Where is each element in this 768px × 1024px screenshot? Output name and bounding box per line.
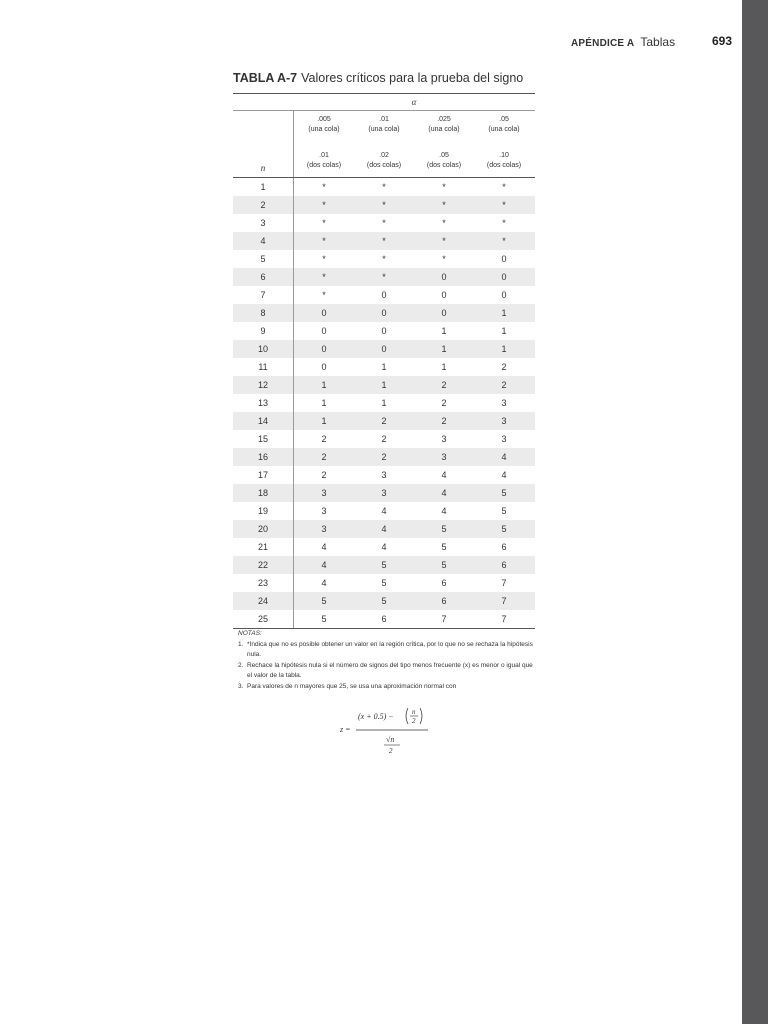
one-tail-label: (una cola) xyxy=(368,126,400,133)
value-cell: 2 xyxy=(321,470,327,480)
value-cell: 5 xyxy=(381,578,387,588)
n-cell: 17 xyxy=(233,466,294,484)
table-row xyxy=(233,178,535,196)
n-cell: 14 xyxy=(233,412,294,430)
two-tail-label: (dos colas) xyxy=(486,162,522,169)
value-cell: 3 xyxy=(381,470,387,480)
value-cell: * xyxy=(442,200,446,210)
value-cell: 0 xyxy=(321,362,327,372)
normal-approximation-formula xyxy=(340,703,440,759)
formula-numerator: (x + 0.5) − xyxy=(358,712,394,721)
table-row xyxy=(233,250,535,268)
table-row xyxy=(233,340,535,358)
table-row xyxy=(233,520,535,538)
table-row xyxy=(233,448,535,466)
value-cell: 7 xyxy=(501,596,507,606)
value-cell: 0 xyxy=(321,344,327,354)
notes xyxy=(238,629,538,692)
value-cell: 3 xyxy=(441,452,447,462)
section-label: Tablas xyxy=(640,35,676,49)
value-cell: 4 xyxy=(381,506,387,516)
table-row xyxy=(233,322,535,340)
value-cell: 5 xyxy=(441,524,447,534)
value-cell: * xyxy=(502,236,506,246)
page-number: 693 xyxy=(712,34,733,48)
n-cell: 3 xyxy=(233,214,294,232)
value-cell: 4 xyxy=(321,542,327,552)
value-cell: 6 xyxy=(501,542,507,552)
value-cell: 1 xyxy=(381,398,387,408)
value-cell: 0 xyxy=(501,272,507,282)
value-cell: 3 xyxy=(501,434,507,444)
table-row xyxy=(233,466,535,484)
two-tail-label: (dos colas) xyxy=(306,162,342,169)
value-cell: 0 xyxy=(381,326,387,336)
n-cell: 2 xyxy=(233,196,294,214)
value-cell: 5 xyxy=(501,524,507,534)
value-cell: * xyxy=(322,254,326,264)
value-cell: * xyxy=(322,218,326,228)
one-tail-label: (una cola) xyxy=(308,126,340,133)
value-cell: 2 xyxy=(321,452,327,462)
table-row xyxy=(233,214,535,232)
running-header xyxy=(571,35,675,49)
one-tail-label: (una cola) xyxy=(488,126,520,133)
value-cell: 2 xyxy=(441,398,447,408)
value-cell: 5 xyxy=(441,560,447,570)
formula-graphic xyxy=(340,703,440,759)
value-cell: * xyxy=(322,272,326,282)
n-cell: 12 xyxy=(233,376,294,394)
value-cell: 4 xyxy=(501,452,507,462)
value-cell: 6 xyxy=(501,560,507,570)
value-cell: * xyxy=(442,254,446,264)
n-cell: 24 xyxy=(233,592,294,610)
value-cell: * xyxy=(322,236,326,246)
table-row xyxy=(233,502,535,520)
table-row xyxy=(233,412,535,430)
n-cell: 4 xyxy=(233,232,294,250)
table-row xyxy=(233,556,535,574)
appendix-label: APÉNDICE A xyxy=(571,38,635,49)
value-cell: 1 xyxy=(501,326,507,336)
table-row xyxy=(233,610,535,628)
value-cell: 1 xyxy=(441,326,447,336)
value-cell: 0 xyxy=(501,254,507,264)
n-cell: 5 xyxy=(233,250,294,268)
n-cell: 13 xyxy=(233,394,294,412)
table-row xyxy=(233,538,535,556)
value-cell: 4 xyxy=(321,560,327,570)
value-cell: 2 xyxy=(381,452,387,462)
value-cell: 5 xyxy=(381,560,387,570)
table-row xyxy=(233,196,535,214)
value-cell: 5 xyxy=(441,542,447,552)
value-cell: 6 xyxy=(441,596,447,606)
value-cell: 4 xyxy=(321,578,327,588)
table-row xyxy=(233,358,535,376)
value-cell: 2 xyxy=(381,434,387,444)
table-row xyxy=(233,268,535,286)
formula-denominator-two: 2 xyxy=(389,747,393,755)
formula-n: n xyxy=(412,708,416,716)
table-label: TABLA A-7 xyxy=(233,71,298,85)
value-cell: 3 xyxy=(321,506,327,516)
value-cell: * xyxy=(322,290,326,300)
value-cell: 3 xyxy=(381,488,387,498)
value-cell: * xyxy=(382,218,386,228)
value-cell: 2 xyxy=(441,416,447,426)
note-text: *Indica que no es posible obtener un valor en la región crítica, por lo que no se rechaza la hipótesis nula. xyxy=(247,640,533,658)
table-row xyxy=(233,484,535,502)
n-column-header xyxy=(233,111,294,177)
two-tail-value: .10 xyxy=(499,152,509,159)
value-cell: * xyxy=(502,182,506,192)
left-paren xyxy=(406,708,408,724)
value-cell: * xyxy=(322,200,326,210)
n-cell: 20 xyxy=(233,520,294,538)
right-paren xyxy=(420,708,422,724)
formula-lhs: z = xyxy=(340,725,351,734)
value-cell: 0 xyxy=(321,308,327,318)
value-cell: 5 xyxy=(501,488,507,498)
formula-two: 2 xyxy=(412,717,416,725)
value-cell: 2 xyxy=(501,362,507,372)
value-cell: 2 xyxy=(381,416,387,426)
two-tail-value: .01 xyxy=(319,152,329,159)
notes-heading: NOTAS: xyxy=(238,630,262,637)
table-row xyxy=(233,430,535,448)
value-cell: 0 xyxy=(381,308,387,318)
value-cell: 3 xyxy=(321,488,327,498)
column-header xyxy=(233,110,535,177)
n-cell: 11 xyxy=(233,358,294,376)
table-row xyxy=(233,574,535,592)
value-cell: 6 xyxy=(381,614,387,624)
n-cell: 16 xyxy=(233,448,294,466)
value-cell: * xyxy=(502,200,506,210)
value-cell: 3 xyxy=(501,398,507,408)
value-cell: * xyxy=(382,272,386,282)
value-cell: * xyxy=(382,200,386,210)
value-cell: 4 xyxy=(441,506,447,516)
n-cell: 9 xyxy=(233,322,294,340)
value-cell: 0 xyxy=(321,326,327,336)
note-number: 3. xyxy=(238,682,244,690)
value-cell: 1 xyxy=(381,362,387,372)
note-item xyxy=(238,682,538,693)
value-cell: * xyxy=(382,236,386,246)
value-cell: 0 xyxy=(381,290,387,300)
value-cell: 1 xyxy=(321,398,327,408)
value-cell: 1 xyxy=(441,344,447,354)
table-body xyxy=(233,177,535,629)
value-cell: 2 xyxy=(441,380,447,390)
note-number: 2. xyxy=(238,661,244,669)
value-cell: 7 xyxy=(501,614,507,624)
value-cell: 4 xyxy=(381,542,387,552)
value-cell: 7 xyxy=(441,614,447,624)
table-row xyxy=(233,232,535,250)
two-tail-label: (dos colas) xyxy=(366,162,402,169)
note-number: 1. xyxy=(238,640,244,648)
value-cell: * xyxy=(502,218,506,228)
note-item xyxy=(238,640,538,661)
table-row xyxy=(233,376,535,394)
n-cell: 6 xyxy=(233,268,294,286)
value-cell: 2 xyxy=(501,380,507,390)
value-cell: 0 xyxy=(441,290,447,300)
table-row xyxy=(233,304,535,322)
table-title-text: Valores críticos para la prueba del signo xyxy=(301,71,524,85)
value-cell: 7 xyxy=(501,578,507,588)
one-tail-label: (una cola) xyxy=(428,126,460,133)
n-cell: 23 xyxy=(233,574,294,592)
one-tail-value: .01 xyxy=(379,116,389,123)
table-title xyxy=(233,71,523,85)
value-cell: * xyxy=(442,182,446,192)
n-cell: 22 xyxy=(233,556,294,574)
value-cell: 4 xyxy=(381,524,387,534)
value-cell: * xyxy=(442,218,446,228)
value-cell: 0 xyxy=(381,344,387,354)
one-tail-value: .05 xyxy=(499,116,509,123)
value-cell: 5 xyxy=(321,596,327,606)
two-tail-value: .02 xyxy=(379,152,389,159)
value-cell: 1 xyxy=(501,308,507,318)
one-tail-value: .025 xyxy=(437,116,451,123)
note-item xyxy=(238,661,538,682)
alpha-header: α xyxy=(411,97,417,107)
n-cell: 8 xyxy=(233,304,294,322)
value-cell: 0 xyxy=(441,308,447,318)
value-cell: 3 xyxy=(441,434,447,444)
n-label: n xyxy=(260,163,266,173)
n-cell: 25 xyxy=(233,610,294,628)
value-cell: 4 xyxy=(441,470,447,480)
value-cell: 1 xyxy=(321,380,327,390)
value-cell: 0 xyxy=(501,290,507,300)
value-cell: * xyxy=(382,254,386,264)
two-tail-label: (dos colas) xyxy=(426,162,462,169)
value-cell: 6 xyxy=(441,578,447,588)
value-cell: 1 xyxy=(441,362,447,372)
value-cell: 1 xyxy=(381,380,387,390)
n-cell: 19 xyxy=(233,502,294,520)
table-row xyxy=(233,394,535,412)
n-cell: 18 xyxy=(233,484,294,502)
value-cell: 2 xyxy=(321,434,327,444)
value-cell: 1 xyxy=(321,416,327,426)
value-cell: 5 xyxy=(321,614,327,624)
two-tail-value: .05 xyxy=(439,152,449,159)
value-cell: 4 xyxy=(501,470,507,480)
page-edge-bar xyxy=(742,0,768,1024)
n-cell: 21 xyxy=(233,538,294,556)
n-cell: 10 xyxy=(233,340,294,358)
n-cell: 15 xyxy=(233,430,294,448)
n-cell: 1 xyxy=(233,178,294,196)
value-cell: 5 xyxy=(501,506,507,516)
value-cell: 4 xyxy=(441,488,447,498)
one-tail-value: .005 xyxy=(317,116,331,123)
n-cell: 7 xyxy=(233,286,294,304)
formula-sqrt-n: √n xyxy=(386,735,395,744)
value-cell: 0 xyxy=(441,272,447,282)
table-row xyxy=(233,286,535,304)
value-cell: 3 xyxy=(501,416,507,426)
value-cell: * xyxy=(322,182,326,192)
note-text: Rechace la hipótesis nula si el número de signos del tipo menos frecuente (x) es menor o igual que el valor de la tabla. xyxy=(247,661,533,679)
value-cell: 1 xyxy=(501,344,507,354)
value-cell: 3 xyxy=(321,524,327,534)
value-cell: * xyxy=(442,236,446,246)
note-text: Para valores de n mayores que 25, se usa una aproximación normal con xyxy=(247,682,457,690)
value-cell: * xyxy=(382,182,386,192)
value-cell: 5 xyxy=(381,596,387,606)
critical-values-table xyxy=(233,93,535,629)
table-row xyxy=(233,592,535,610)
